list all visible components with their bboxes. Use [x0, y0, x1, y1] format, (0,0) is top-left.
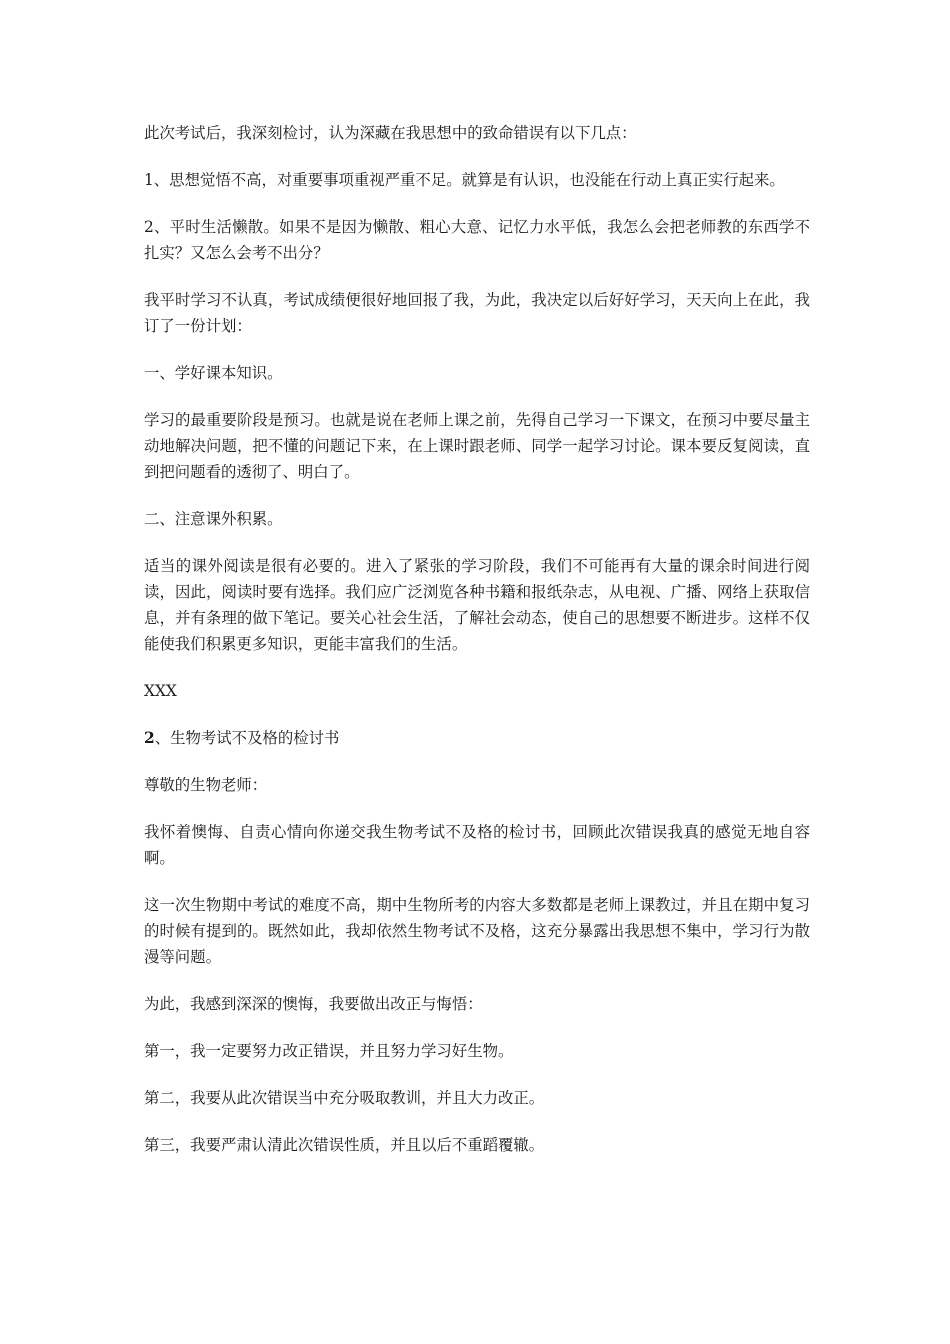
- paragraph-plan-item-1: 一、学好课本知识。: [144, 364, 283, 382]
- paragraph-regret: 我怀着懊悔、自责心情向你递交我生物考试不及格的检讨书，回顾此次错误我真的感觉无地自容啊。: [144, 823, 810, 867]
- paragraph-point-2: 2、平时生活懒散。如果不是因为懒散、粗心大意、记忆力水平低，我怎么会把老师教的东西学不扎实？又怎么会考不出分？: [144, 218, 810, 262]
- section-title: 、生物考试不及格的检讨书: [154, 729, 340, 747]
- paragraph-plan-intro: 我平时学习不认真，考试成绩便很好地回报了我，为此，我决定以后好好学习，天天向上在此，我订了一份计划：: [144, 291, 810, 335]
- paragraph-exam: 这一次生物期中考试的难度不高，期中生物所考的内容大多数都是老师上课教过，并且在期中复习的时候有提到的。既然如此，我却依然生物考试不及格，这充分暴露出我思想不集中，学习行为散漫等问题。: [144, 896, 810, 966]
- salutation: 尊敬的生物老师：: [144, 776, 268, 794]
- paragraph-reading: 适当的课外阅读是很有必要的。进入了紧张的学习阶段，我们不可能再有大量的课余时间进行阅读，因此，阅读时要有选择。我们应广泛浏览各种书籍和报纸杂志，从电视、广播、网络上获取信息，并有条理的做下笔记。要关心社会生活，了解社会动态，使自己的思想要不断进步。这样不仅能使我们积累更多知识，更能丰富我们的生活。: [144, 557, 810, 653]
- paragraph-plan-item-2: 二、注意课外积累。: [144, 510, 283, 528]
- paragraph-intro: 此次考试后，我深刻检讨，认为深藏在我思想中的致命错误有以下几点：: [144, 124, 637, 142]
- signature: XXX: [144, 682, 177, 700]
- paragraph-first: 第一，我一定要努力改正错误，并且努力学习好生物。: [144, 1042, 514, 1060]
- paragraph-resolve: 为此，我感到深深的懊悔，我要做出改正与悔悟：: [144, 995, 483, 1013]
- paragraph-point-1: 1、思想觉悟不高，对重要事项重视严重不足。就算是有认识，也没能在行动上真正实行起来。: [144, 171, 785, 189]
- section-number: 2: [144, 729, 155, 747]
- document-body: [144, 120, 810, 1179]
- paragraph-preview: 学习的最重要阶段是预习。也就是说在老师上课之前，先得自己学习一下课文，在预习中要尽量主动地解决问题，把不懂的问题记下来，在上课时跟老师、同学一起学习讨论。课本要反复阅读，直到把问题看的透彻了、明白了。: [144, 411, 810, 481]
- paragraph-third: 第三，我要严肃认清此次错误性质，并且以后不重蹈覆辙。: [144, 1136, 545, 1154]
- section-heading: [144, 725, 810, 751]
- paragraph-second: 第二，我要从此次错误当中充分吸取教训，并且大力改正。: [144, 1089, 545, 1107]
